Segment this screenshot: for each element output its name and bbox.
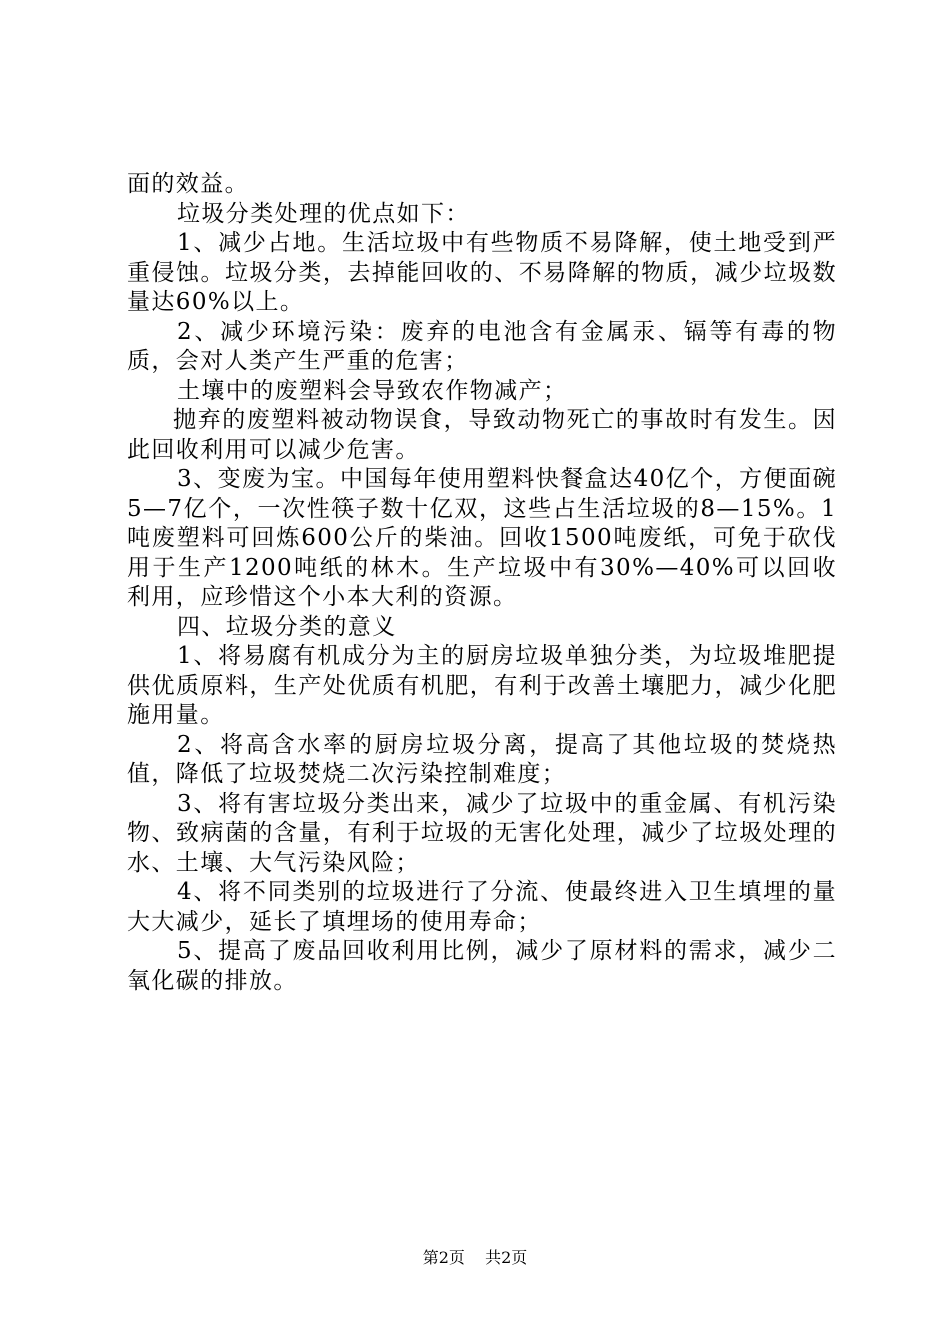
paragraph-3: 1、减少占地。生活垃圾中有些物质不易降解，使土地受到严重侵蚀。垃圾分类，去掉能回收的、不易降解的物质，减少垃圾数量达60%以上。: [127, 230, 837, 315]
paragraph-5: 土壤中的废塑料会导致农作物减产；: [177, 377, 568, 404]
paragraph-1: 面的效益。: [127, 171, 249, 197]
paragraph-7: 3、变废为宝。中国每年使用塑料快餐盒达40亿个，方便面碗5—7亿个，一次性筷子数十亿双，这些占生活垃圾的8—15%。1吨废塑料可回炼600公斤的柴油。回收1500吨废纸，可免于砍伐用于生产1200吨纸的林木。生产垃圾中有30%—40%可以回收利用，应珍惜这个小本大利的资源。: [127, 466, 837, 610]
page-footer: [0, 1245, 950, 1268]
paragraph-13: 5、提高了废品回收利用比例，减少了原材料的需求，减少二氧化碳的排放。: [127, 938, 837, 994]
page-number: 第2页: [422, 1248, 465, 1267]
paragraph-9: 1、将易腐有机成分为主的厨房垃圾单独分类，为垃圾堆肥提供优质原料，生产处优质有机肥，有利于改善土壤肥力，减少化肥施用量。: [127, 643, 837, 728]
section-heading: 四、垃圾分类的意义: [177, 613, 397, 640]
paragraph-11: 3、将有害垃圾分类出来，减少了垃圾中的重金属、有机污染物、致病菌的含量，有利于垃圾的无害化处理，减少了垃圾处理的水、土壤、大气污染风险；: [127, 790, 837, 876]
document-body: [127, 170, 837, 996]
total-pages: 共2页: [485, 1248, 528, 1267]
paragraph-4: 2、减少环境污染：废弃的电池含有金属汞、镉等有毒的物质，会对人类产生严重的危害；: [127, 318, 837, 374]
paragraph-12: 4、将不同类别的垃圾进行了分流、使最终进入卫生填埋的量大大减少，延长了填埋场的使用寿命；: [127, 879, 837, 935]
paragraph-10: 2、将高含水率的厨房垃圾分离，提高了其他垃圾的焚烧热值，降低了垃圾焚烧二次污染控制难度；: [127, 731, 837, 787]
paragraph-2: 垃圾分类处理的优点如下：: [177, 200, 470, 227]
paragraph-6: 抛弃的废塑料被动物误食，导致动物死亡的事故时有发生。因此回收利用可以减少危害。: [127, 407, 837, 463]
